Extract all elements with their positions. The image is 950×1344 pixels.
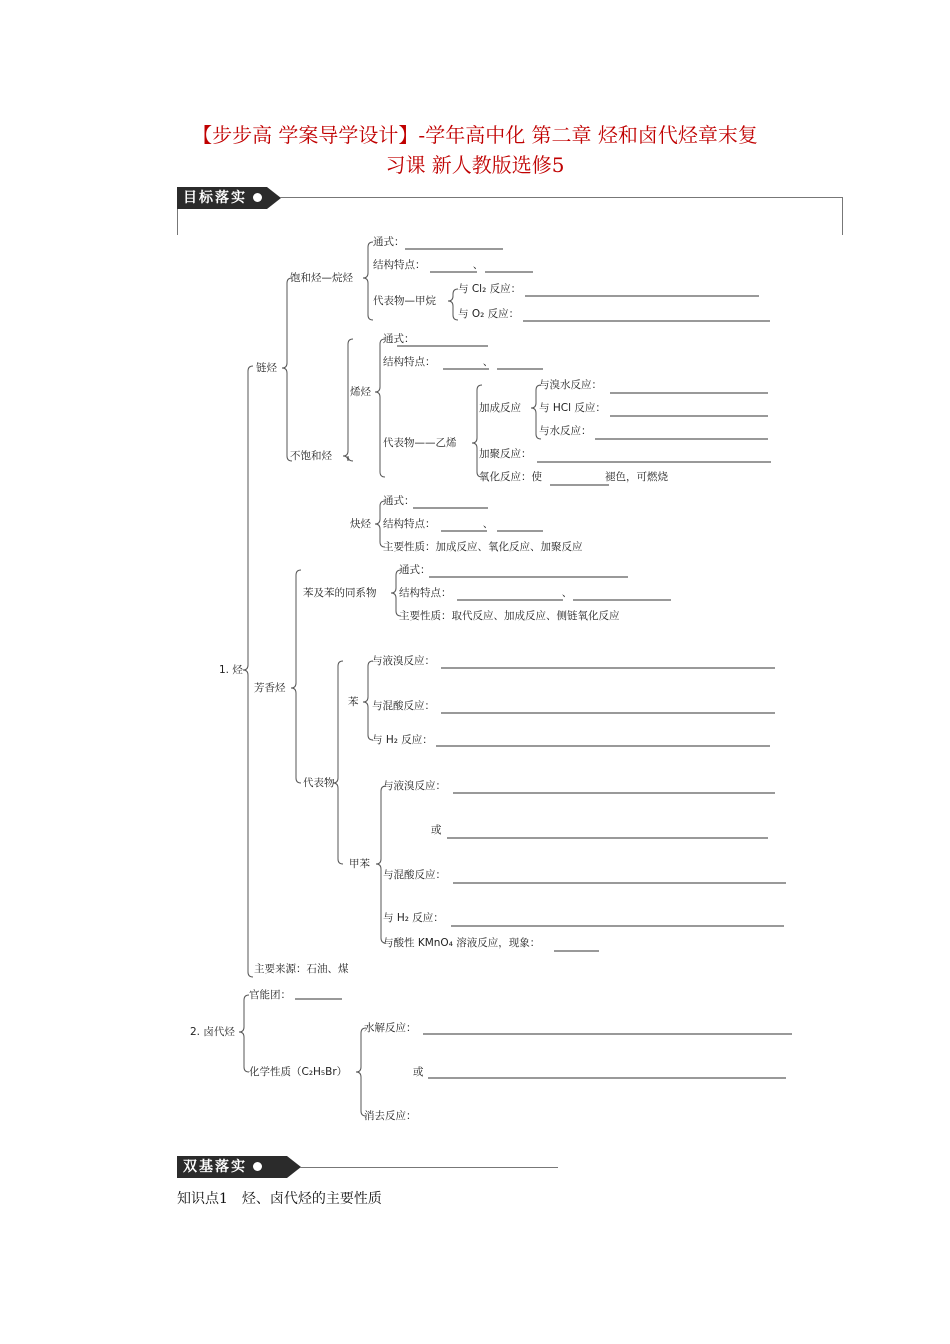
section-banner-goals-label: 目标落实 <box>183 190 247 206</box>
tree-node-alkyne_props: 主要性质：加成反应、氧化反应、加聚反应 <box>383 541 583 553</box>
page-title-line-1: 【步步高 学案导学设计】-学年高中化 第二章 烃和卤代烃章末复 <box>192 123 758 147</box>
tree-node-homolog: 苯及苯的同系物 <box>303 587 377 599</box>
tree-node-bz_br: 与液溴反应： <box>372 655 435 667</box>
tree-bracket-6 <box>472 385 482 477</box>
tree-bracket-15 <box>356 1028 366 1116</box>
tree-node-elimination: 消去反应： <box>364 1110 417 1122</box>
tree-node-tol_or: 或 <box>431 824 442 836</box>
tree-node-alkyne_structure: 结构特点： 、 <box>383 518 494 530</box>
tree-bracket-2 <box>363 242 373 320</box>
tree-node-add_br: 与溴水反应： <box>539 379 602 391</box>
tree-bracket-4 <box>343 339 353 461</box>
tree-node-chem_prop: 化学性质（C₂H₅Br） <box>249 1066 348 1078</box>
tree-node-unsaturated: 不饱和烃 <box>290 450 332 462</box>
section-banner-basics-label: 双基落实 <box>183 1159 247 1175</box>
tree-node-homolog_formula: 通式： <box>399 564 431 576</box>
tree-node-alkene_structure: 结构特点： 、 <box>383 356 494 368</box>
tree-node-methane_cl2: 与 Cl₂ 反应： <box>458 283 522 295</box>
tree-node-tol_kmno4: 与酸性 KMnO₄ 溶液反应，现象： <box>383 937 541 949</box>
tree-node-saturated: 饱和烃—烷烃 <box>290 272 353 284</box>
tree-node-add_water: 与水反应： <box>539 425 592 437</box>
tree-node-representative: 代表物 <box>303 777 335 789</box>
tree-node-alkyne: 炔烃 <box>350 518 371 530</box>
tree-node-tol_hno3: 与混酸反应： <box>383 869 446 881</box>
tree-node-addition: 加成反应 <box>479 402 521 414</box>
tree-node-homolog_props: 主要性质：取代反应、加成反应、侧链氧化反应 <box>399 610 620 622</box>
tree-node-chain: 链烃 <box>256 362 277 374</box>
tree-node-ethylene: 代表物——乙烯 <box>383 437 457 449</box>
tree-node-toluene: 甲苯 <box>349 858 370 870</box>
tree-bracket-1 <box>282 278 292 461</box>
tree-node-halo: 2. 卤代烃 <box>190 1026 235 1038</box>
tree-node-alkane_structure: 结构特点： 、 <box>373 259 484 271</box>
tree-bracket-14 <box>239 995 249 1072</box>
tree-node-homolog_structure: 结构特点： 、 <box>399 587 573 599</box>
bullet-dot-icon <box>253 1162 262 1171</box>
tree-bracket-11 <box>333 661 343 864</box>
tree-node-bz_hno3: 与混酸反应： <box>372 700 435 712</box>
tree-bracket-9 <box>291 570 301 783</box>
tree-node-source: 主要来源：石油、煤 <box>254 963 349 975</box>
tree-node-methane_o2: 与 O₂ 反应： <box>458 308 520 320</box>
tree-node-methane: 代表物—甲烷 <box>373 295 436 307</box>
tree-node-hydro_or: 或 <box>413 1066 424 1078</box>
tree-node-functional: 官能团： <box>249 989 291 1001</box>
tree-node-aromatic: 芳香烃 <box>254 682 286 694</box>
section-rule-bottom <box>300 1167 558 1168</box>
tree-node-alkene: 烯烃 <box>350 386 371 398</box>
tree-node-polymer: 加聚反应： <box>479 448 532 460</box>
tree-node-tol_br: 与液溴反应： <box>383 780 446 792</box>
tree-node-bz_h2: 与 H₂ 反应： <box>372 734 433 746</box>
tree-node-benzene: 苯 <box>348 696 359 708</box>
tree-node-hydrolysis: 水解反应： <box>364 1022 417 1034</box>
tree-bracket-3 <box>448 289 458 320</box>
tree-node-tol_h2: 与 H₂ 反应： <box>383 912 444 924</box>
tree-node-alkane_formula: 通式： <box>373 236 405 248</box>
tree-bracket-0 <box>243 366 253 977</box>
page-title-line-2: 习课 新人教版选修5 <box>385 153 565 177</box>
tree-node-hydrocarbon: 1. 烃 <box>219 664 243 676</box>
section-banner-basics <box>177 1156 287 1178</box>
knowledge-point-heading: 知识点1 烃、卤代烃的主要性质 <box>177 1191 382 1207</box>
tree-node-alkene_formula: 通式： <box>383 333 415 345</box>
tree-node-alkyne_formula: 通式： <box>383 495 415 507</box>
tree-node-add_hcl: 与 HCl 反应： <box>539 402 606 414</box>
tree-node-oxidation: 氧化反应：使 褪色，可燃烧 <box>479 471 668 483</box>
